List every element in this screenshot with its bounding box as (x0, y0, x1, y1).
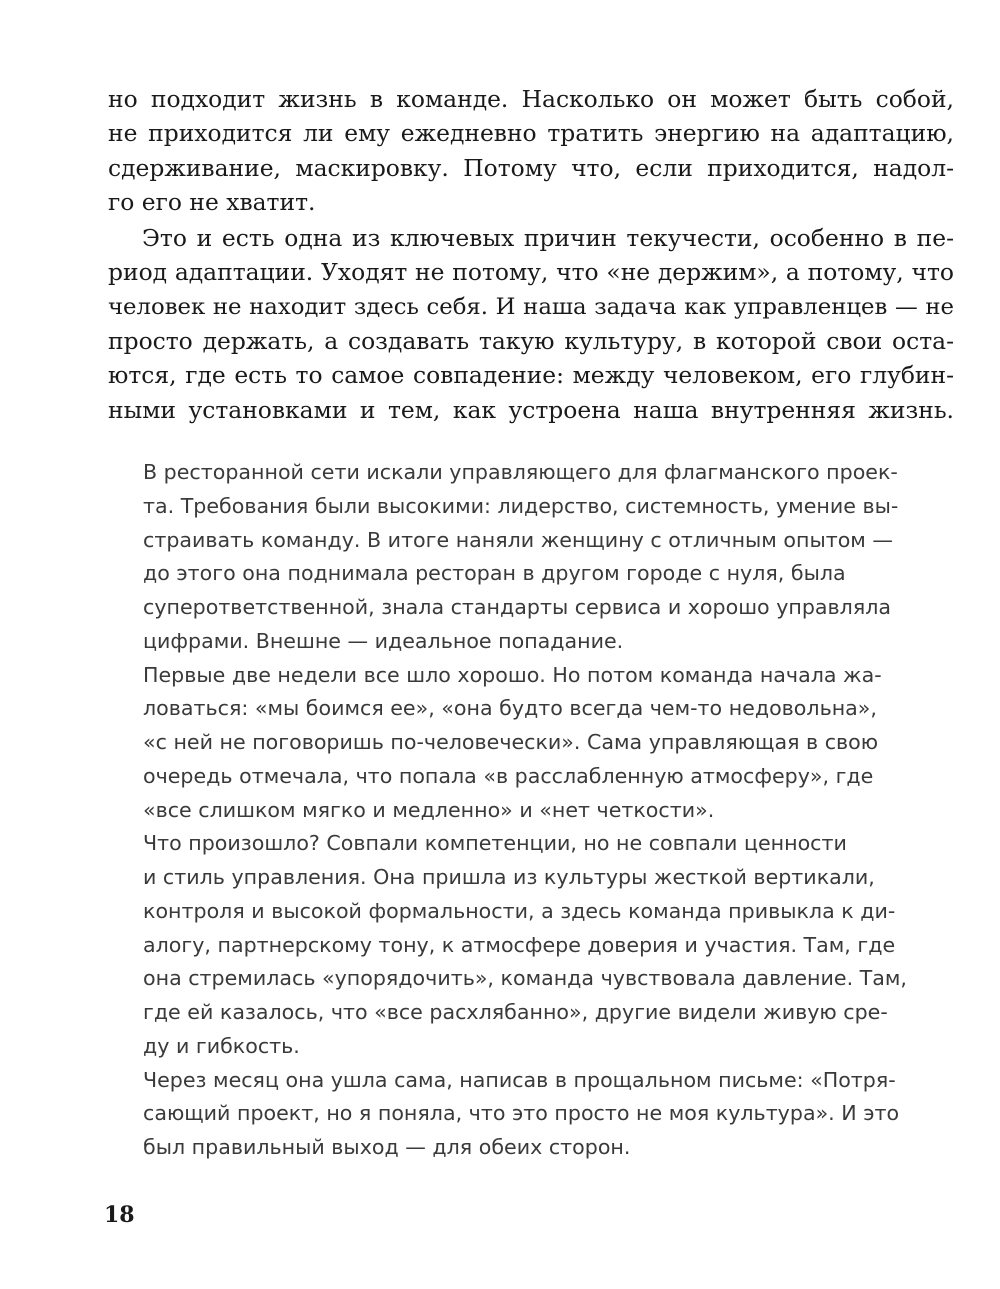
text-line: где ей казалось, что «все расхлябанно», другие видели живую сре- (143, 1000, 888, 1024)
text-line: но подходит жизнь в команде. Насколько он может быть собой, (108, 85, 954, 113)
text-line: алогу, партнерскому тону, к атмосфере доверия и участия. Там, где (143, 932, 896, 957)
main-paragraph-2 (108, 221, 954, 427)
text-line: контроля и высокой формальности, а здесь команда привыкла к ди- (143, 898, 896, 923)
text-line: ются, где есть то самое совпадение: между человеком, его глубин- (108, 361, 954, 390)
main-body-text (108, 82, 954, 427)
text-line: Первые две недели все шло хорошо. Но потом команда начала жа- (143, 662, 882, 687)
case-paragraph-2 (143, 659, 917, 828)
text-line: Через месяц она ушла сама, написав в прощальном письме: «Потря- (143, 1067, 896, 1092)
text-line: не приходится ли ему ежедневно тратить энергию на адаптацию, (108, 119, 954, 148)
text-line: «с ней не поговоришь по-человечески». Сама управляющая в свою (143, 730, 879, 754)
text-line: был правильный выход — для обеих сторон. (143, 1135, 631, 1159)
text-line: та. Требования были высокими: лидерство, системность, умение вы- (143, 493, 899, 518)
text-line: го его не хватит. (108, 187, 316, 216)
text-line: В ресторанной сети искали управляющего для флагманского проек- (143, 460, 898, 484)
text-line: сдерживание, маскировку. Потому что, если приходится, надол- (108, 153, 954, 182)
text-line: очередь отмечала, что попала «в расслабленную атмосферу», где (143, 763, 874, 788)
text-line: суперответственной, знала стандарты сервиса и хорошо управляла (143, 595, 892, 619)
case-paragraph-3 (143, 827, 917, 1063)
text-line: ными установками и тем, как устроена наша внутренняя жизнь. (108, 395, 954, 424)
text-line: риод адаптации. Уходят не потому, что «не держим», а потому, что (108, 258, 954, 287)
text-line: и стиль управления. Она пришла из культуры жесткой вертикали, (143, 865, 875, 889)
page-number: 18 (104, 1202, 135, 1228)
text-line: Что произошло? Совпали компетенции, но не совпали ценности (143, 831, 847, 856)
case-paragraph-4 (143, 1064, 917, 1165)
text-line: человек не находит здесь себя. И наша задача как управленцев — не (108, 293, 954, 320)
case-study-block (143, 456, 917, 1165)
text-line: ловаться: «мы боимся ее», «она будто всегда чем-то недовольна», (143, 696, 877, 721)
text-line: «все слишком мягко и медленно» и «нет четкости». (143, 797, 715, 822)
text-line: до этого она поднимала ресторан в другом городе с нуля, была (143, 561, 846, 586)
text-line: Это и есть одна из ключевых причин текучести, особенно в пе- (142, 224, 954, 253)
main-paragraph-1 (108, 82, 954, 219)
text-line: сающий проект, но я поняла, что это просто не моя культура». И это (143, 1101, 900, 1126)
text-line: ду и гибкость. (143, 1033, 300, 1058)
text-line: просто держать, а создавать такую культуру, в которой свои оста- (108, 327, 954, 356)
text-line: цифрами. Внешне — идеальное попадание. (143, 628, 624, 653)
text-line: страивать команду. В итоге наняли женщину с отличным опытом — (143, 527, 893, 552)
text-line: она стремилась «упорядочить», команда чувствовала давление. Там, (143, 966, 907, 991)
case-paragraph-1 (143, 456, 917, 659)
